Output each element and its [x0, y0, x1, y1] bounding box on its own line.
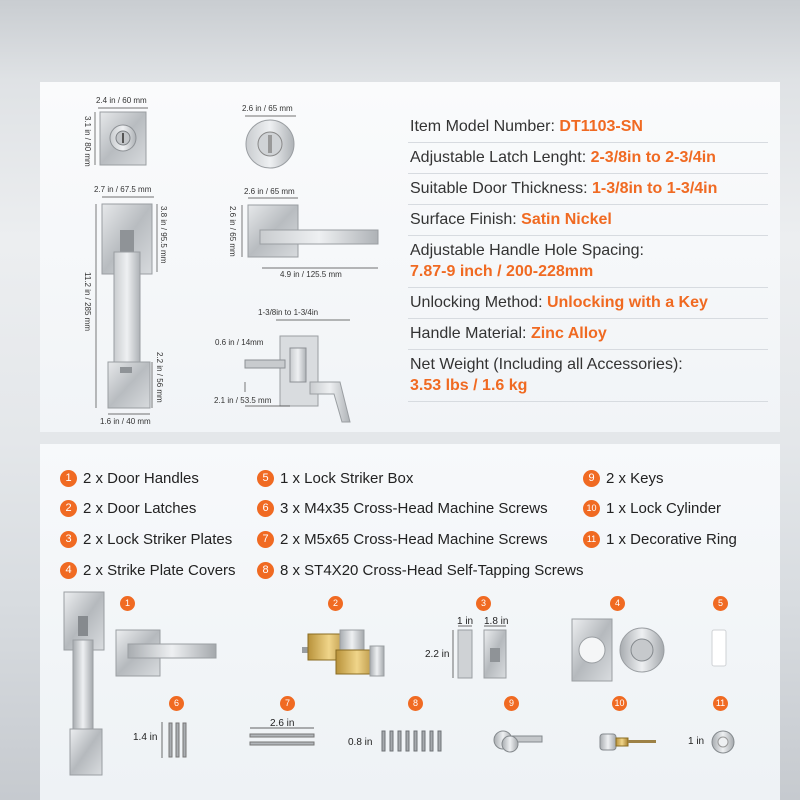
pic-num-10: 10 — [612, 696, 627, 711]
pic-num-5: 5 — [713, 596, 728, 611]
handle-bottom-width-label: 1.6 in / 40 mm — [100, 417, 151, 426]
spec-weight: Net Weight (Including all Accessories): 3.53 lbs / 1.6 kg — [408, 350, 768, 402]
lever-height-label: 2.6 in / 65 mm — [228, 206, 237, 257]
spec-hole-spacing: Adjustable Handle Hole Spacing: 7.87-9 inch / 200-228mm — [408, 236, 768, 288]
part-11: 11 1 x Decorative Ring — [583, 528, 737, 550]
pic-num-4: 4 — [610, 596, 625, 611]
part-2: 2 2 x Door Latches — [60, 497, 196, 519]
ring-photo — [712, 731, 734, 753]
spec-list — [408, 112, 768, 402]
striker-box-photo — [712, 630, 726, 666]
pic-num-2: 2 — [328, 596, 343, 611]
part-9: 9 2 x Keys — [583, 467, 664, 489]
spec-material: Handle Material: Zinc Alloy — [408, 319, 768, 350]
pic-num-3: 3 — [476, 596, 491, 611]
pic-num-7: 7 — [280, 696, 295, 711]
latch-face-label: 0.6 in / 14mm — [215, 338, 264, 347]
spec-model: Item Model Number: DT1103-SN — [408, 112, 768, 143]
keys-photo — [494, 731, 542, 752]
m5-screws-photo — [250, 734, 314, 745]
parts-panel — [40, 444, 780, 800]
spec-door-thickness: Suitable Door Thickness: 1-3/8in to 1-3/4in — [408, 174, 768, 205]
ring-width-label: 2.6 in / 65 mm — [242, 104, 293, 113]
screw8-height-label: 0.8 in — [348, 737, 373, 748]
pic-num-11: 11 — [713, 696, 728, 711]
striker-width-2-label: 1.8 in — [484, 616, 509, 627]
m4-screws-photo — [169, 723, 186, 757]
lever-length-label: 4.9 in / 125.5 mm — [280, 270, 342, 279]
screw7-length-label: 2.6 in — [270, 718, 295, 729]
dimension-drawing — [40, 82, 400, 432]
ring-diameter-label: 1 in — [688, 736, 705, 747]
handle-top-height-label: 3.8 in / 95.5 mm — [159, 206, 168, 264]
part-1: 1 2 x Door Handles — [60, 467, 199, 489]
lever-width-label: 2.6 in / 65 mm — [244, 187, 295, 196]
striker-height-label: 2.2 in — [425, 649, 450, 660]
spec-finish: Surface Finish: Satin Nickel — [408, 205, 768, 236]
screw6-height-label: 1.4 in — [133, 732, 158, 743]
striker-plate-photo — [453, 626, 506, 678]
spec-panel — [40, 82, 780, 432]
handle-height-label: 11.2 in / 285 mm — [83, 272, 92, 331]
cyl-width-label: 2.4 in / 60 mm — [96, 96, 147, 105]
part-8: 8 8 x ST4X20 Cross-Head Self-Tapping Screws — [257, 559, 583, 581]
latch-photo — [302, 630, 384, 676]
cyl-height-label: 3.1 in / 80 mm — [83, 116, 92, 167]
handle-width-label: 2.7 in / 67.5 mm — [94, 185, 152, 194]
pic-num-6: 6 — [169, 696, 184, 711]
backset-label: 2.1 in / 53.5 mm — [214, 396, 272, 405]
part-6: 6 3 x M4x35 Cross-Head Machine Screws — [257, 497, 548, 519]
pic-num-9: 9 — [504, 696, 519, 711]
parts-illustrations — [40, 444, 780, 800]
part-4: 4 2 x Strike Plate Covers — [60, 559, 236, 581]
strike-cover-photo — [572, 619, 664, 681]
st4-screws-photo — [382, 731, 441, 751]
pic-num-1: 1 — [120, 596, 135, 611]
spec-latch: Adjustable Latch Lenght: 2-3/8in to 2-3/4in — [408, 143, 768, 174]
spec-unlocking: Unlocking Method: Unlocking with a Key — [408, 288, 768, 319]
pic-num-8: 8 — [408, 696, 423, 711]
part-10: 10 1 x Lock Cylinder — [583, 497, 721, 519]
striker-width-1-label: 1 in — [457, 616, 474, 627]
door-thickness-label: 1-3/8in to 1-3/4in — [258, 308, 319, 317]
handle-bottom-height-label: 2.2 in / 56 mm — [155, 352, 164, 403]
part-3: 3 2 x Lock Striker Plates — [60, 528, 232, 550]
cylinder-photo — [600, 734, 656, 750]
part-5: 5 1 x Lock Striker Box — [257, 467, 413, 489]
part-7: 7 2 x M5x65 Cross-Head Machine Screws — [257, 528, 548, 550]
